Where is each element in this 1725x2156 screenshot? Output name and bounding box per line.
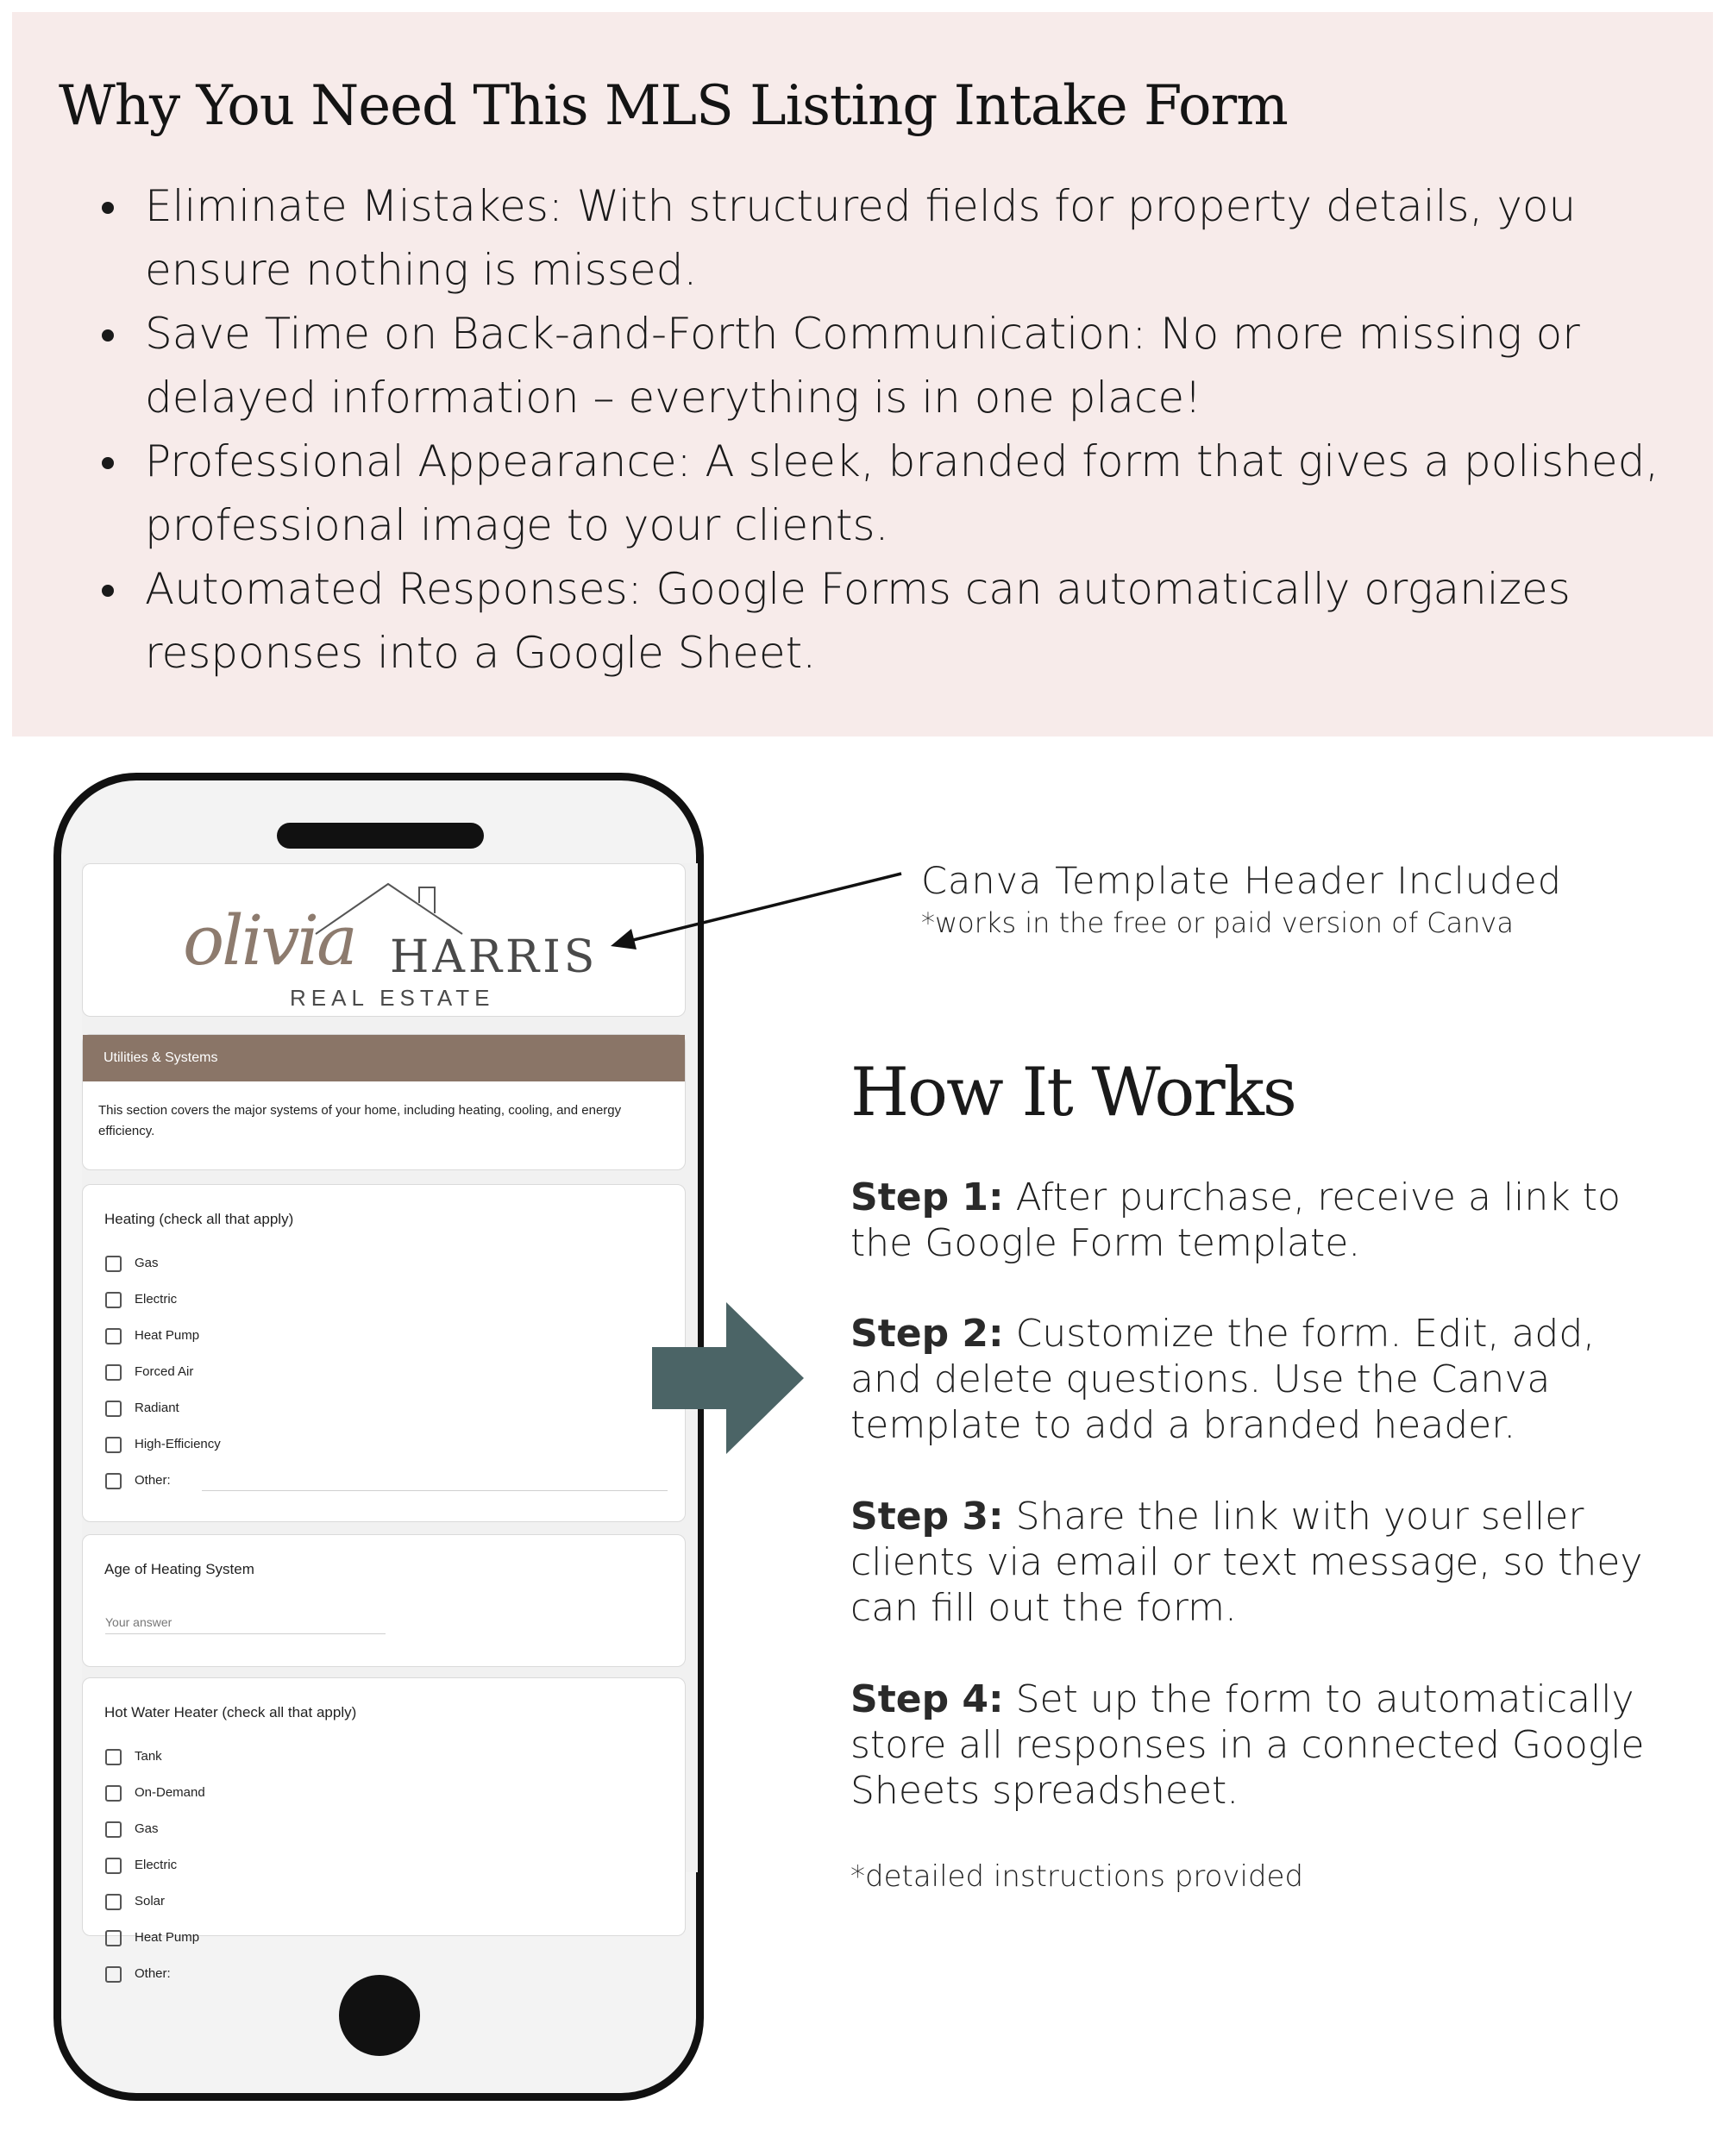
checkbox-option[interactable] bbox=[105, 1326, 199, 1347]
annotation-subtitle: *works in the free or paid version of Canva bbox=[921, 906, 1514, 939]
home-button[interactable] bbox=[339, 1975, 420, 2056]
checkbox[interactable] bbox=[105, 1256, 122, 1272]
checkbox-option-other[interactable] bbox=[105, 1965, 171, 1985]
option-label: Solar bbox=[135, 1894, 166, 1908]
option-label: Forced Air bbox=[135, 1364, 194, 1379]
checkbox[interactable] bbox=[105, 1292, 122, 1308]
intro-panel bbox=[12, 12, 1713, 736]
benefit-item: Professional Appearance: A sleek, branded form that gives a polished, professional image to your clients. bbox=[95, 429, 1682, 557]
section-title: Utilities & Systems bbox=[83, 1035, 685, 1081]
checkbox[interactable] bbox=[105, 1401, 122, 1417]
checkbox-option[interactable] bbox=[105, 1928, 199, 1949]
option-label: Electric bbox=[135, 1858, 178, 1872]
question-card-age bbox=[82, 1534, 686, 1667]
checkbox[interactable] bbox=[105, 1821, 122, 1838]
step-label: Step 3: bbox=[850, 1495, 1004, 1539]
option-label: Radiant bbox=[135, 1401, 179, 1415]
question-title: Age of Heating System bbox=[104, 1561, 254, 1577]
option-label: Tank bbox=[135, 1749, 162, 1764]
step-label: Step 1: bbox=[850, 1175, 1004, 1219]
other-text-input[interactable] bbox=[202, 1490, 668, 1491]
option-label: Gas bbox=[135, 1256, 159, 1270]
checkbox[interactable] bbox=[105, 1364, 122, 1381]
question-title: Heating (check all that apply) bbox=[104, 1211, 294, 1227]
option-label: Electric bbox=[135, 1292, 178, 1307]
checkbox[interactable] bbox=[105, 1749, 122, 1765]
option-label: Other: bbox=[135, 1473, 171, 1488]
pointer-arrow-icon bbox=[604, 867, 914, 962]
checkbox-option[interactable] bbox=[105, 1290, 177, 1311]
section-description: This section covers the major systems of your home, including heating, cooling, and energy efficiency. bbox=[98, 1103, 622, 1138]
logo-script: olivia bbox=[183, 900, 355, 981]
checkbox[interactable] bbox=[105, 1473, 122, 1489]
checkbox-option-other[interactable] bbox=[105, 1471, 171, 1492]
option-label: Other: bbox=[135, 1966, 171, 1981]
checkbox[interactable] bbox=[105, 1437, 122, 1453]
checkbox-option[interactable] bbox=[105, 1783, 205, 1804]
benefit-item: Save Time on Back-and-Forth Communication: No more missing or delayed information – everything is in one place! bbox=[95, 302, 1682, 429]
step-label: Step 2: bbox=[850, 1312, 1004, 1356]
phone-notch bbox=[277, 823, 484, 849]
step-3 bbox=[850, 1494, 1678, 1631]
question-card-water-heater bbox=[82, 1677, 686, 1981]
checkbox[interactable] bbox=[105, 1328, 122, 1344]
how-it-works-title: How It Works bbox=[850, 1054, 1295, 1131]
checkbox-option[interactable] bbox=[105, 1254, 159, 1275]
checkbox-option[interactable] bbox=[105, 1435, 221, 1456]
checkbox-option[interactable] bbox=[105, 1892, 165, 1913]
checkbox[interactable] bbox=[105, 1966, 122, 1983]
checkbox-option[interactable] bbox=[105, 1820, 159, 1840]
step-text: Set up the form to automatically store all responses in a connected Google Sheets spreadsheet. bbox=[850, 1677, 1645, 1813]
checkbox[interactable] bbox=[105, 1858, 122, 1874]
right-arrow-icon bbox=[652, 1302, 807, 1454]
step-4 bbox=[850, 1677, 1678, 1814]
checkbox[interactable] bbox=[105, 1785, 122, 1802]
checkbox[interactable] bbox=[105, 1894, 122, 1910]
step-text: After purchase, receive a link to the Google Form template. bbox=[850, 1175, 1621, 1265]
option-label: Heat Pump bbox=[135, 1328, 200, 1343]
option-label: On-Demand bbox=[135, 1785, 205, 1800]
phone-screen[interactable] bbox=[82, 863, 698, 1981]
footnote: *detailed instructions provided bbox=[850, 1859, 1304, 1894]
logo-name: HARRIS bbox=[390, 931, 599, 983]
step-text: Customize the form. Edit, add, and delete questions. Use the Canva template to add a branded header. bbox=[850, 1312, 1596, 1447]
intro-title: Why You Need This MLS Listing Intake Form bbox=[59, 74, 1288, 138]
step-1 bbox=[850, 1175, 1678, 1266]
step-2 bbox=[850, 1311, 1678, 1448]
option-label: Heat Pump bbox=[135, 1930, 200, 1945]
benefit-item: Automated Responses: Google Forms can automatically organizes responses into a Google Sheet. bbox=[95, 557, 1682, 685]
benefits-list bbox=[95, 174, 1682, 685]
option-label: High-Efficiency bbox=[135, 1437, 221, 1451]
answer-input[interactable]: Your answer bbox=[105, 1615, 172, 1629]
checkbox-option[interactable] bbox=[105, 1856, 177, 1877]
form-header-card bbox=[82, 863, 686, 1017]
benefit-item: Eliminate Mistakes: With structured fields for property details, you ensure nothing is missed. bbox=[95, 174, 1682, 302]
annotation-title: Canva Template Header Included bbox=[921, 860, 1563, 903]
step-text: Share the link with your seller clients via email or text message, so they can fill out the form. bbox=[850, 1495, 1643, 1630]
phone-mockup bbox=[53, 773, 704, 2101]
checkbox-option[interactable] bbox=[105, 1747, 162, 1768]
option-label: Gas bbox=[135, 1821, 159, 1836]
checkbox-option[interactable] bbox=[105, 1399, 179, 1420]
checkbox-option[interactable] bbox=[105, 1363, 193, 1383]
step-label: Step 4: bbox=[850, 1677, 1004, 1721]
question-card-heating bbox=[82, 1184, 686, 1522]
logo-tagline: REAL ESTATE bbox=[290, 985, 495, 1011]
checkbox[interactable] bbox=[105, 1930, 122, 1946]
answer-underline bbox=[105, 1633, 386, 1634]
section-card bbox=[82, 1034, 686, 1170]
question-title: Hot Water Heater (check all that apply) bbox=[104, 1704, 357, 1720]
